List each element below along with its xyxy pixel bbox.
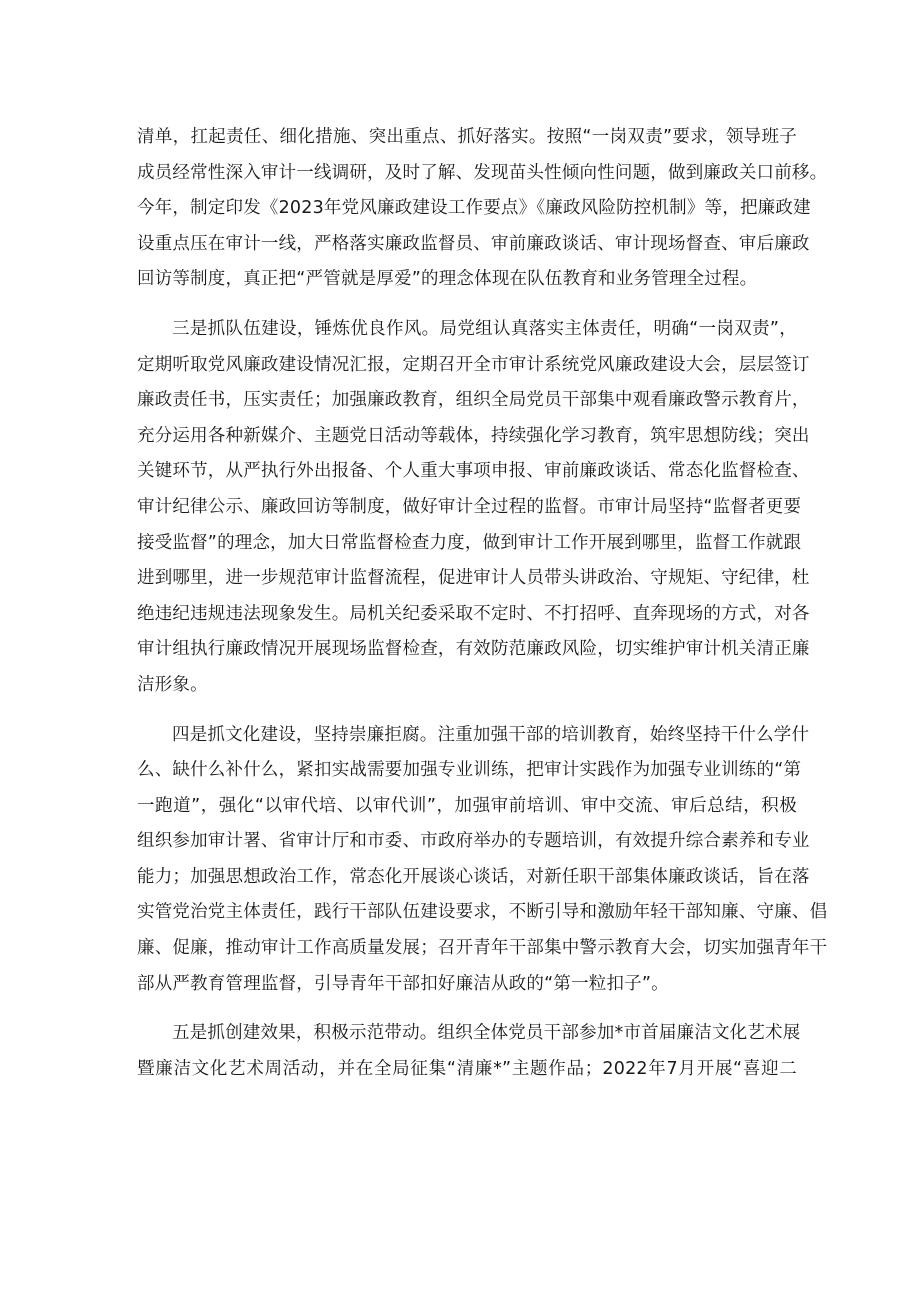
paragraph-responsibility <box>137 120 828 298</box>
text-line: 四是抓文化建设，坚持崇廉拒腐。注重加强干部的培训教育，始终坚持干什么学什 <box>172 724 810 745</box>
document-body <box>137 120 828 1087</box>
text-line: 成员经常性深入审计一线调研，及时了解、发现苗头性倾向性问题，做到廉政关口前移。 <box>137 162 828 183</box>
text-line: 清单，扛起责任、细化措施、突出重点、抓好落实。按照“一岗双责”要求，领导班子 <box>137 127 797 147</box>
text-line: 充分运用各种新媒介、主题党日活动等载体，持续强化学习教育，筑牢思想防线；突出 <box>137 425 810 446</box>
text-line: 定期听取党风廉政建设情况汇报，定期召开全市审计系统党风廉政建设大会，层层签订 <box>137 354 810 375</box>
text-line: 实管党治党主体责任，践行干部队伍建设要求，不断引导和激励年轻干部知廉、守廉、倡 <box>137 902 828 923</box>
text-line: 一跑道”，强化“以审代培、以审代训”，加强审前培训、审中交流、审后总结，积极 <box>137 795 797 816</box>
text-line: 接受监督”的理念，加大日常监督检查力度，做到审计工作开展到哪里，监督工作就跟 <box>137 532 802 553</box>
text-line: 回访等制度，真正把“严管就是厚爱”的理念体现在队伍教育和业务管理全过程。 <box>137 269 758 290</box>
text-line: 今年，制定印发《2023年党风廉政建设工作要点》《廉政风险防控机制》等，把廉政建 <box>137 198 811 219</box>
text-line: 廉、促廉，推动审计工作高质量发展；召开青年干部集中警示教育大会，切实加强青年干 <box>137 938 828 959</box>
text-line: 审计纪律公示、廉政回访等制度，做好审计全过程的监督。市审计局坚持“监督者更要 <box>137 496 802 517</box>
text-line: 洁形象。 <box>137 674 208 695</box>
text-line: 三是抓队伍建设，锤炼优良作风。局党组认真落实主体责任，明确“一岗双责”， <box>172 318 797 339</box>
text-line: 绝违纪违规违法现象发生。局机关纪委采取不定时、不打招呼、直奔现场的方式，对各 <box>137 603 810 624</box>
text-line: 组织参加审计署、省审计厅和市委、市政府举办的专题培训，有效提升综合素养和专业 <box>137 831 810 852</box>
paragraph-team-building <box>137 312 810 704</box>
text-line: 关键环节，从严执行外出报备、个人重大事项申报、审前廉政谈话、常态化监督检查、 <box>137 461 810 482</box>
text-line: 能力；加强思想政治工作，常态化开展谈心谈话，对新任职干部集体廉政谈话，旨在落 <box>137 866 810 887</box>
text-line: 廉政责任书，压实责任；加强廉政教育，组织全局党员干部集中观看廉政警示教育片， <box>137 390 810 411</box>
text-line: 进到哪里，进一步规范审计监督流程，促进审计人员带头讲政治、守规矩、守纪律，杜 <box>137 568 810 589</box>
text-line: 暨廉洁文化艺术周活动，并在全局征集“清廉*”主题作品；2022年7月开展“喜迎二 <box>137 1058 797 1079</box>
paragraph-creation-effect <box>137 1016 801 1087</box>
paragraph-culture-building <box>137 718 828 1003</box>
text-line: 审计组执行廉政情况开展现场监督检查，有效防范廉政风险，切实维护审计机关清正廉 <box>137 639 810 660</box>
text-line: 部从严教育管理监督，引导青年干部扣好廉洁从政的“第一粒扣子”。 <box>137 973 669 994</box>
text-line: 设重点压在审计一线，严格落实廉政监督员、审前廉政谈话、审计现场督查、审后廉政 <box>137 233 810 254</box>
text-line: 五是抓创建效果，积极示范带动。组织全体党员干部参加*市首届廉洁文化艺术展 <box>172 1023 801 1044</box>
text-line: 么、缺什么补什么，紧扣实战需要加强专业训练，把审计实践作为加强专业训练的“第 <box>137 760 802 781</box>
